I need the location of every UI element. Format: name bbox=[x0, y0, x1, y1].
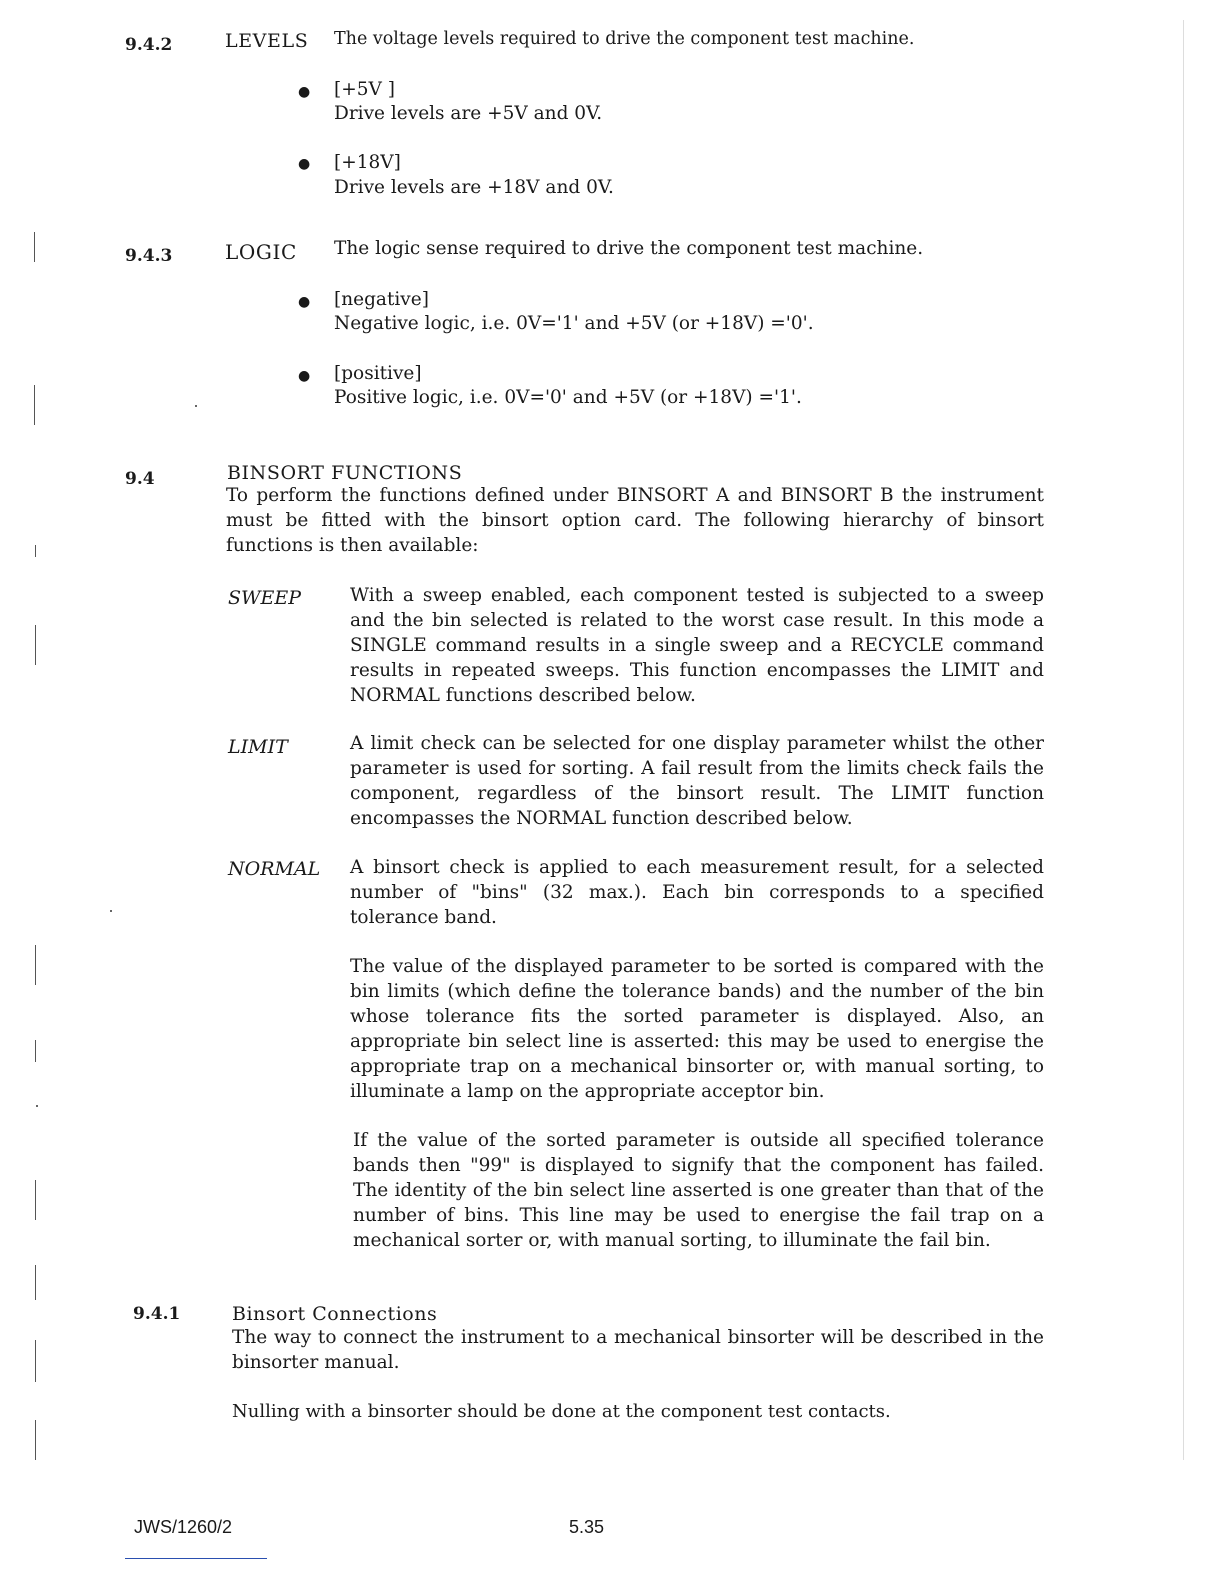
footer-document-reference: JWS/1260/2 bbox=[134, 1517, 233, 1537]
normal-paragraph-3: If the value of the sorted parameter is outside all specified tolerance bands then "99" is displayed to signify that the component has failed. The identity of the bin select line asserted is one greater than that of the number of bins. This line may be used to energise the fail trap on a mechanical sorter or, with manual sorting, to illuminate the fail bin. bbox=[353, 1130, 1044, 1251]
scan-dot bbox=[110, 910, 112, 912]
bullet-icon: ● bbox=[298, 156, 311, 172]
levels-description: The voltage levels required to drive the component test machine. bbox=[334, 29, 915, 49]
scan-mark bbox=[35, 1040, 36, 1062]
section-number-94: 9.4 bbox=[125, 469, 155, 489]
bullet-icon: ● bbox=[298, 294, 311, 310]
option-text-positive: Positive logic, i.e. 0V='0' and +5V (or +18V) ='1'. bbox=[334, 387, 802, 408]
bullet-icon: ● bbox=[298, 84, 311, 100]
function-term-limit: LIMIT bbox=[228, 736, 288, 758]
scan-dot bbox=[195, 405, 197, 407]
option-label-18v: [+18V] bbox=[334, 152, 401, 173]
scan-mark bbox=[35, 1340, 36, 1382]
bullet-icon: ● bbox=[298, 368, 311, 384]
scan-edge bbox=[1183, 20, 1184, 1460]
binsort-connections-paragraph-2: Nulling with a binsorter should be done at the component test contacts. bbox=[232, 1401, 891, 1422]
section-number-943: 9.4.3 bbox=[125, 246, 173, 266]
scan-mark bbox=[34, 385, 35, 425]
scan-mark bbox=[35, 1180, 36, 1220]
binsort-connections-paragraph-1: The way to connect the instrument to a mechanical binsorter will be described in the binsorter manual. bbox=[232, 1327, 1044, 1373]
logic-description: The logic sense required to drive the component test machine. bbox=[334, 238, 924, 259]
section-heading-levels: LEVELS bbox=[225, 30, 309, 52]
option-label-negative: [negative] bbox=[334, 289, 429, 310]
footer-page-number: 5.35 bbox=[569, 1517, 605, 1537]
section-heading-binsort-functions: BINSORT FUNCTIONS bbox=[227, 462, 463, 484]
scan-mark bbox=[35, 625, 36, 665]
function-text-sweep: With a sweep enabled, each component tested is subjected to a sweep and the bin selected is related to the worst case result. In this mode a SINGLE command results in a single sweep and a RECYCLE command results in repeated sweeps. This function encompasses the LIMIT and NORMAL functions described below. bbox=[350, 585, 1044, 706]
scan-mark bbox=[35, 1265, 36, 1300]
footer-rule bbox=[125, 1558, 267, 1559]
section-number-941: 9.4.1 bbox=[133, 1304, 181, 1324]
scan-mark bbox=[35, 545, 36, 557]
option-text-5v: Drive levels are +5V and 0V. bbox=[334, 103, 603, 124]
scan-mark bbox=[34, 232, 35, 262]
option-label-positive: [positive] bbox=[334, 363, 422, 384]
function-text-normal: A binsort check is applied to each measurement result, for a selected number of "bins" (32 max.). Each bin corresponds to a specified tolerance band. bbox=[350, 857, 1044, 928]
function-text-limit: A limit check can be selected for one display parameter whilst the other parameter is used for sorting. A fail result from the limits check fails the component, regardless of the binsort result. The LIMIT function encompasses the NORMAL function described below. bbox=[350, 733, 1044, 829]
normal-paragraph-2: The value of the displayed parameter to be sorted is compared with the bin limits (which define the tolerance bands) and the number of the bin whose tolerance fits the sorted parameter is displayed. Also, an appropriate bin select line is asserted: this may be used to energise the appropriate trap on a mechanical binsorter or, with manual sorting, to illuminate a lamp on the appropriate acceptor bin. bbox=[350, 956, 1044, 1102]
section-heading-logic: LOGIC bbox=[225, 240, 297, 264]
option-label-5v: [+5V ] bbox=[334, 79, 395, 100]
scan-mark bbox=[35, 1420, 36, 1460]
function-term-normal: NORMAL bbox=[228, 858, 321, 880]
option-text-18v: Drive levels are +18V and 0V. bbox=[334, 177, 614, 198]
binsort-intro: To perform the functions defined under BINSORT A and BINSORT B the instrument must be fitted with the binsort option card. The following hierarchy of binsort functions is then available: bbox=[226, 485, 1044, 556]
section-heading-binsort-connections: Binsort Connections bbox=[232, 1303, 438, 1325]
section-number-942: 9.4.2 bbox=[125, 35, 173, 55]
option-text-negative: Negative logic, i.e. 0V='1' and +5V (or +18V) ='0'. bbox=[334, 313, 814, 334]
function-term-sweep: SWEEP bbox=[228, 587, 302, 609]
scan-dot bbox=[36, 1105, 38, 1107]
scan-mark bbox=[35, 945, 36, 985]
